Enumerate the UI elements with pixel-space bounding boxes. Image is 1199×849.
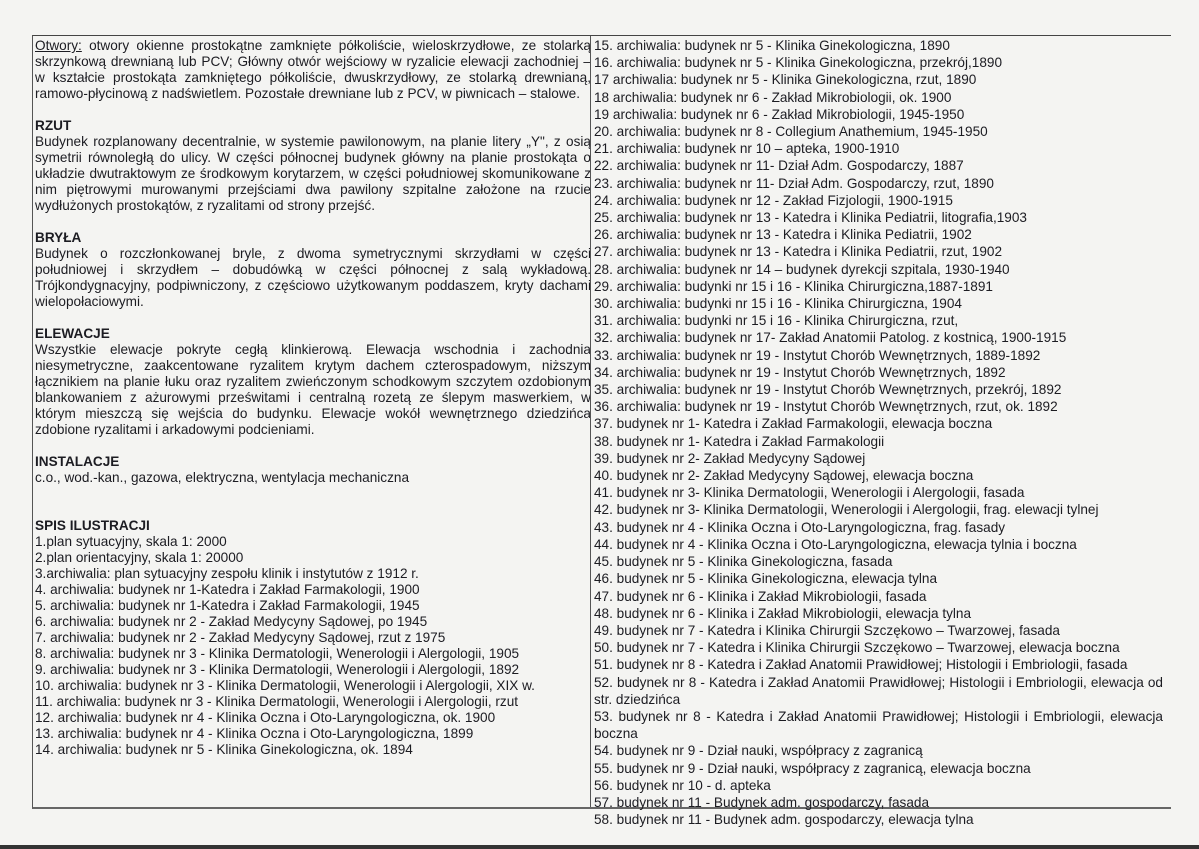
otwory-paragraph	[35, 38, 591, 102]
instalacje-text: c.o., wod.-kan., gazowa, elektryczna, wentylacja mechaniczna	[35, 470, 410, 485]
elewacje-heading: ELEWACJE	[35, 326, 110, 341]
illustration-list-item: 57. budynek nr 11 - Budynek adm. gospodarczy, fasada	[594, 794, 930, 810]
illustration-list-item: 8. archiwalia: budynek nr 3 - Klinika Dermatologii, Wenerologii i Alergologii, 1905	[35, 646, 520, 661]
illustration-list-item: 11. archiwalia: budynek nr 3 - Klinika Dermatologii, Wenerologii i Alergologii, rzut	[35, 694, 519, 709]
scan-edge	[0, 845, 1199, 849]
illustration-list-item: 28. archiwalia: budynek nr 14 – budynek dyrekcji szpitala, 1930-1940	[594, 261, 1010, 277]
spis-heading: SPIS ILUSTRACJI	[35, 518, 150, 533]
illustration-list-item: 39. budynek nr 2- Zakład Medycyny Sądowej	[594, 450, 866, 466]
illustration-list-item: 32. archiwalia: budynek nr 17- Zakład Anatomii Patolog. z kostnicą, 1900-1915	[594, 330, 1067, 346]
illustration-list-item: 10. archiwalia: budynek nr 3 - Klinika Dermatologii, Wenerologii i Alergologii, XIX w.	[35, 678, 535, 693]
illustration-list-item: 43. budynek nr 4 - Klinika Oczna i Oto-Laryngologiczna, frag. fasady	[594, 519, 1006, 535]
illustration-list-item: 45. budynek nr 5 - Klinika Ginekologiczna, fasada	[594, 554, 893, 570]
illustration-list-item: 21. archiwalia: budynek nr 10 – apteka, 1900-1910	[594, 141, 900, 157]
illustration-list-item: 4. archiwalia: budynek nr 1-Katedra i Zakład Farmakologii, 1900	[35, 582, 420, 597]
illustration-list-continued	[594, 37, 1163, 828]
illustration-list	[35, 534, 591, 758]
illustration-list-item: 16. archiwalia: budynek nr 5 - Klinika Ginekologiczna, przekrój,1890	[594, 55, 1003, 71]
illustration-list-item: 26. archiwalia: budynek nr 13 - Katedra i Klinika Pediatrii, 1902	[594, 227, 972, 243]
illustration-list-item: 27. archiwalia: budynek nr 13 - Katedra i Klinika Pediatrii, rzut, 1902	[594, 244, 1003, 260]
otwory-text: otwory okienne prostokątne zamknięte półkoliście, wieloskrzydłowe, ze stolarką skrzynkową drewnianą lub PCV; Główny otwór wejściowy w ryzalicie elewacji zachodniej – w kształcie prostokąta zamkniętego półkoliście, dwuskrzydłowy, ze stolarką drewnianą, ramowo-płycinową z nadświetlem. Pozostałe drewniane lub z PCV, w piwnicach – stalowe.	[35, 38, 591, 101]
illustration-list-item: 25. archiwalia: budynek nr 13 - Katedra i Klinika Pediatrii, litografia,1903	[594, 210, 1027, 226]
illustration-list-item: 30. archiwalia: budynki nr 15 i 16 - Klinika Chirurgiczna, 1904	[594, 296, 962, 312]
illustration-list-item: 56. budynek nr 10 - d. apteka	[594, 777, 771, 793]
illustration-list-item: 7. archiwalia: budynek nr 2 - Zakład Medycyny Sądowej, rzut z 1975	[35, 630, 446, 645]
illustration-list-item: 14. archiwalia: budynek nr 5 - Klinika Ginekologiczna, ok. 1894	[35, 742, 413, 757]
illustration-list-item: 15. archiwalia: budynek nr 5 - Klinika Ginekologiczna, 1890	[594, 38, 950, 53]
illustration-list-item: 40. budynek nr 2- Zakład Medycyny Sądowej, elewacja boczna	[594, 468, 974, 484]
illustration-list-item: 42. budynek nr 3- Klinika Dermatologii, Wenerologii i Alergologii, frag. elewacji tylnej	[594, 502, 1099, 518]
illustration-list-item: 47. budynek nr 6 - Klinika i Zakład Mikrobiologii, fasada	[594, 588, 927, 604]
illustration-list-item: 1.plan sytuacyjny, skala 1: 2000	[35, 534, 227, 549]
rzut-text: Budynek rozplanowany decentralnie, w systemie pawilonowym, na planie litery „Y", z osią symetrii równoległą do ulicy. W części północnej budynek główny na planie prostokąta o układzie dwutraktowym ze środkowym korytarzem, w części południowej skomunikowane z nim piętrowymi murowanymi przejściami dwa pawilony szpitalne założone na rzucie wydłużonych prostokątów, z ryzalitami od strony przejść.	[35, 134, 591, 213]
illustration-list-item: 13. archiwalia: budynek nr 4 - Klinika Oczna i Oto-Laryngologiczna, 1899	[35, 726, 474, 741]
illustration-list-item: 24. archiwalia: budynek nr 12 - Zakład Fizjologii, 1900-1915	[594, 192, 953, 208]
bryla-heading: BRYŁA	[35, 230, 82, 245]
illustration-list-item: 53. budynek nr 8 - Katedra i Zakład Anatomii Prawidłowej; Histologii i Embriologii, elewacja boczna	[594, 708, 1163, 742]
illustration-list-item: 31. archiwalia: budynki nr 15 i 16 - Klinika Chirurgiczna, rzut,	[594, 313, 959, 329]
illustration-list-item: 52. budynek nr 8 - Katedra i Zakład Anatomii Prawidłowej; Histologii i Embriologii, elewacja od str. dziedzińca	[594, 674, 1163, 707]
illustration-list-item: 19 archiwalia: budynek nr 6 - Zakład Mikrobiologii, 1945-1950	[594, 106, 965, 122]
elewacje-text: Wszystkie elewacje pokryte cegłą klinkierową. Elewacja wschodnia i zachodnia niesymetryczne, zaakcentowane ryzalitem krytym dachem czterospadowym, niższym łącznikiem na planie łuku oraz ryzalitem zwieńczonym schodkowym szczytem ozdobionym blankowaniem z ażurowymi prześwitami i centralną rozetą ze ślepym maswerkiem, w którym mieszczą się wejścia do budynku. Elewacje wokół wewnętrznego dziedzińca zdobione ryzalitami i arkadowymi podcieniami.	[35, 342, 591, 437]
illustration-list-item: 54. budynek nr 9 - Dział nauki, współpracy z zagranicą	[594, 743, 923, 759]
rzut-heading: RZUT	[35, 118, 72, 133]
illustration-list-item: 41. budynek nr 3- Klinika Dermatologii, Wenerologii i Alergologii, fasada	[594, 485, 1025, 501]
illustration-list-item: 20. archiwalia: budynek nr 8 - Collegium Anathemium, 1945-1950	[594, 124, 988, 140]
illustration-list-item: 9. archiwalia: budynek nr 3 - Klinika Dermatologii, Wenerologii i Alergologii, 1892	[35, 662, 520, 677]
illustration-list-item: 3.archiwalia: plan sytuacyjny zespołu klinik i instytutów z 1912 r.	[35, 566, 419, 581]
illustration-list-item: 35. archiwalia: budynek nr 19 - Instytut Chorób Wewnętrznych, przekrój, 1892	[594, 382, 1062, 398]
illustration-list-item: 33. archiwalia: budynek nr 19 - Instytut Chorób Wewnętrznych, 1889-1892	[594, 347, 1041, 363]
bryla-text: Budynek o rozczłonkowanej bryle, z dwoma symetrycznymi skrzydłami w części południowej i skrzydłem – dobudówką w części północnej z salą wykładową. Trójkondygnacyjny, podpiwniczony, z częściowo użytkowanym poddaszem, kryty dachami wielopołaciowymi.	[35, 246, 591, 309]
illustration-list-item: 37. budynek nr 1- Katedra i Zakład Farmakologii, elewacja boczna	[594, 416, 993, 432]
illustration-list-item: 38. budynek nr 1- Katedra i Zakład Farmakologii	[594, 433, 885, 449]
illustration-list-item: 23. archiwalia: budynek nr 11- Dział Adm. Gospodarczy, rzut, 1890	[594, 175, 994, 191]
left-column	[33, 36, 591, 807]
illustration-list-item: 49. budynek nr 7 - Katedra i Klinika Chirurgii Szczękowo – Twarzowej, fasada	[594, 622, 1060, 638]
right-column	[590, 36, 1171, 828]
illustration-list-item: 29. archiwalia: budynki nr 15 i 16 - Klinika Chirurgiczna,1887-1891	[594, 278, 993, 294]
illustration-list-item: 44. budynek nr 4 - Klinika Oczna i Oto-Laryngologiczna, elewacja tylnia i boczna	[594, 536, 1077, 552]
instalacje-heading: INSTALACJE	[35, 454, 120, 469]
illustration-list-item: 12. archiwalia: budynek nr 4 - Klinika Oczna i Oto-Laryngologiczna, ok. 1900	[35, 710, 496, 725]
illustration-list-item: 50. budynek nr 7 - Katedra i Klinika Chirurgii Szczękowo – Twarzowej, elewacja boczna	[594, 640, 1120, 656]
illustration-list-item: 17 archiwalia: budynek nr 5 - Klinika Ginekologiczna, rzut, 1890	[594, 72, 977, 88]
illustration-list-item: 58. budynek nr 11 - Budynek adm. gospodarczy, elewacja tylna	[594, 812, 974, 828]
illustration-list-item: 22. archiwalia: budynek nr 11- Dział Adm. Gospodarczy, 1887	[594, 158, 964, 174]
illustration-list-item: 2.plan orientacyjny, skala 1: 20000	[35, 550, 244, 565]
illustration-list-item: 46. budynek nr 5 - Klinika Ginekologiczna, elewacja tylna	[594, 571, 938, 587]
illustration-list-item: 6. archiwalia: budynek nr 2 - Zakład Medycyny Sądowej, po 1945	[35, 614, 428, 629]
illustration-list-item: 55. budynek nr 9 - Dział nauki, współpracy z zagranicą, elewacja boczna	[594, 760, 1031, 776]
illustration-list-item: 5. archiwalia: budynek nr 1-Katedra i Zakład Farmakologii, 1945	[35, 598, 420, 613]
otwory-label: Otwory:	[35, 38, 82, 53]
illustration-list-item: 18 archiwalia: budynek nr 6 - Zakład Mikrobiologii, ok. 1900	[594, 89, 952, 105]
illustration-list-item: 48. budynek nr 6 - Klinika i Zakład Mikrobiologii, elewacja tylna	[594, 605, 972, 621]
illustration-list-item: 34. archiwalia: budynek nr 19 - Instytut Chorób Wewnętrznych, 1892	[594, 364, 1006, 380]
document-table	[32, 35, 1171, 828]
illustration-list-item: 36. archiwalia: budynek nr 19 - Instytut Chorób Wewnętrznych, rzut, ok. 1892	[594, 399, 1058, 415]
illustration-list-item: 51. budynek nr 8 - Katedra i Zakład Anatomii Prawidłowej; Histologii i Embriologii, fasada	[594, 657, 1128, 673]
